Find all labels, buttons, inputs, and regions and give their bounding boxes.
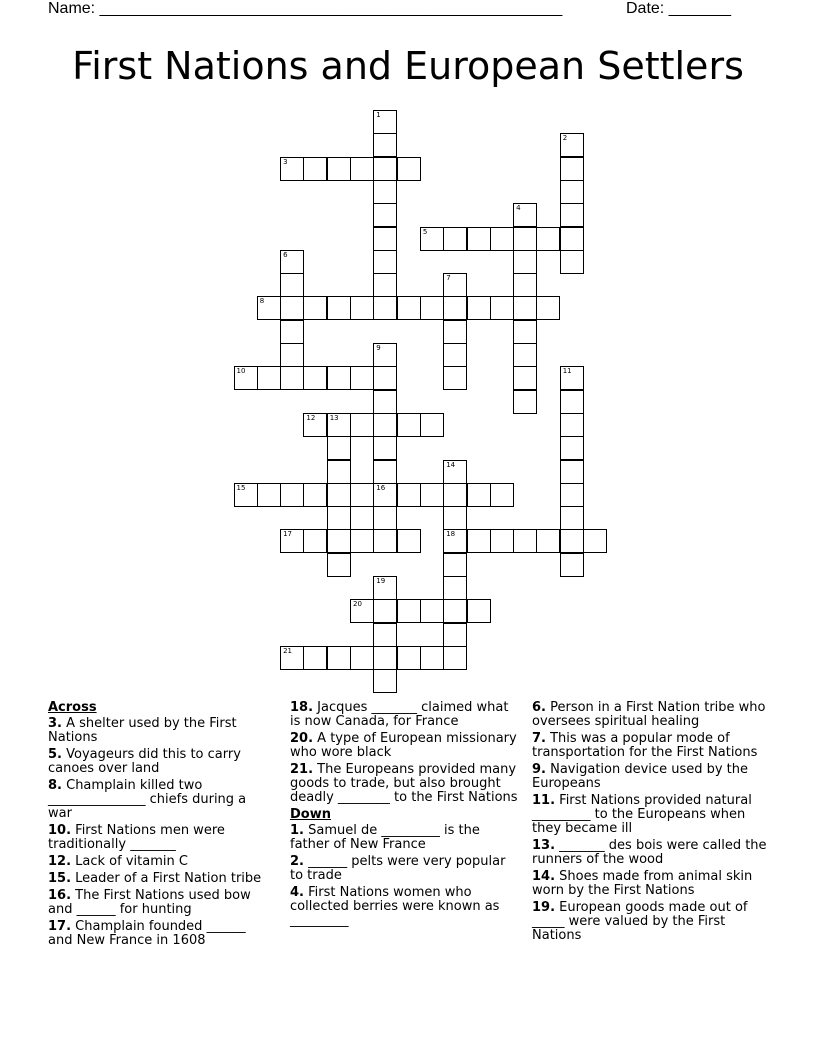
crossword-cell[interactable] (327, 529, 351, 553)
crossword-cell[interactable] (536, 296, 560, 320)
crossword-cell[interactable] (234, 366, 258, 390)
clue-text: Champlain killed two _______________ chiefs during a war (48, 778, 247, 821)
crossword-cell[interactable] (280, 366, 304, 390)
clue-number: 14 (446, 460, 456, 469)
crossword-cell[interactable] (303, 296, 327, 320)
crossword-cell[interactable] (350, 599, 374, 623)
crossword-cell[interactable] (303, 413, 327, 437)
crossword-cell[interactable] (373, 483, 397, 507)
crossword-cell[interactable] (513, 227, 537, 251)
across-heading: Across (48, 700, 97, 715)
clue-text: First Nations provided natural _________ to the Europeans when they became ill (532, 793, 752, 836)
crossword-cell[interactable] (350, 413, 374, 437)
crossword-cell[interactable] (560, 529, 584, 553)
clue-item (532, 732, 772, 760)
crossword-cell[interactable] (373, 343, 397, 367)
crossword-cell[interactable] (303, 157, 327, 181)
crossword-cell[interactable] (420, 646, 444, 670)
clue-item (532, 794, 772, 836)
clue-item (532, 870, 772, 898)
crossword-cell[interactable] (560, 180, 584, 204)
crossword-cell[interactable] (560, 390, 584, 414)
clue-number: 10. (48, 823, 72, 838)
crossword-cell[interactable] (373, 227, 397, 251)
crossword-cell[interactable] (560, 553, 584, 577)
crossword-cell[interactable] (536, 227, 560, 251)
clue-number: 21 (283, 646, 293, 655)
clue-number: 1 (376, 111, 381, 119)
crossword-cell[interactable] (467, 599, 491, 623)
crossword-cell[interactable] (373, 576, 397, 600)
crossword-cell[interactable] (443, 320, 467, 344)
clue-number: 5 (422, 227, 428, 236)
crossword-cell[interactable] (560, 483, 584, 507)
crossword-cell[interactable] (327, 413, 351, 437)
clue-text: ______ pelts were very popular to trade (290, 854, 506, 883)
crossword-cell[interactable] (327, 296, 351, 320)
clue-text: Samuel de _________ is the father of New France (290, 823, 480, 852)
crossword-cell[interactable] (443, 296, 467, 320)
clue-number: 14. (532, 869, 556, 884)
crossword-cell[interactable] (303, 483, 327, 507)
crossword-cell[interactable] (327, 483, 351, 507)
crossword-cell[interactable] (513, 296, 537, 320)
clue-number: 11. (532, 793, 556, 808)
crossword-cell[interactable] (443, 366, 467, 390)
crossword-cell[interactable] (373, 157, 397, 181)
clue-item (290, 824, 518, 852)
crossword-cell[interactable] (373, 390, 397, 414)
crossword-cell[interactable] (397, 529, 421, 553)
down-heading: Down (290, 807, 331, 822)
clue-item (532, 901, 772, 943)
clue-number: 21. (290, 762, 314, 777)
clue-item (48, 889, 274, 917)
crossword-cell[interactable] (350, 483, 374, 507)
crossword-cell[interactable] (373, 250, 397, 274)
clue-text: European goods made out of _____ were valued by the First Nations (532, 900, 748, 943)
crossword-cell[interactable] (373, 203, 397, 227)
clue-item (532, 839, 772, 867)
crossword-cell[interactable] (536, 529, 560, 553)
crossword-cell[interactable] (420, 296, 444, 320)
date-field-line: Date: _______ (626, 0, 731, 17)
crossword-cell[interactable] (443, 623, 467, 647)
crossword-cell[interactable] (490, 529, 514, 553)
crossword-cell[interactable] (257, 296, 281, 320)
clue-text: The Europeans provided many goods to trade, but also brought deadly ________ to the First Nations (290, 762, 518, 805)
crossword-cell[interactable] (513, 366, 537, 390)
clue-number: 6. (532, 700, 546, 715)
clue-text: _______ des bois were called the runners of the wood (532, 838, 767, 867)
clue-number: 17. (48, 919, 72, 934)
crossword-cell[interactable] (467, 227, 491, 251)
clue-number: 8 (259, 297, 265, 306)
crossword-cell[interactable] (560, 227, 584, 251)
clue-text: This was a popular mode of transportation for the First Nations (532, 731, 758, 760)
crossword-cell[interactable] (443, 576, 467, 600)
crossword-cell[interactable] (583, 529, 607, 553)
clue-text: A shelter used by the First Nations (48, 716, 237, 745)
crossword-cell[interactable] (560, 413, 584, 437)
clue-item (48, 717, 274, 745)
crossword-cell[interactable] (373, 180, 397, 204)
crossword-cell[interactable] (513, 390, 537, 414)
crossword-cell[interactable] (560, 203, 584, 227)
crossword-cell[interactable] (467, 296, 491, 320)
clue-number: 15 (236, 483, 246, 492)
clue-number: 18 (446, 530, 456, 539)
clues-column-2 (290, 701, 518, 931)
clue-item (48, 748, 274, 776)
clue-item (290, 732, 518, 760)
clue-item (290, 763, 518, 805)
clues-column-3 (532, 701, 772, 946)
crossword-cell[interactable] (443, 529, 467, 553)
crossword-cell[interactable] (373, 646, 397, 670)
crossword-cell[interactable] (513, 273, 537, 297)
crossword-cell[interactable] (373, 506, 397, 530)
crossword-cell[interactable] (443, 553, 467, 577)
crossword-cell[interactable] (560, 436, 584, 460)
clue-number: 16. (48, 888, 72, 903)
clue-item (290, 701, 518, 729)
clue-number: 7. (532, 731, 546, 746)
crossword-cell[interactable] (560, 460, 584, 484)
page-title: First Nations and European Settlers (72, 44, 744, 88)
crossword-cell[interactable] (373, 296, 397, 320)
crossword-cell[interactable] (373, 436, 397, 460)
crossword-cell[interactable] (443, 483, 467, 507)
crossword-cell[interactable] (327, 553, 351, 577)
clues-column-1 (48, 701, 274, 951)
clue-number: 9 (376, 344, 381, 352)
crossword-cell[interactable] (397, 157, 421, 181)
crossword-cell[interactable] (443, 273, 467, 297)
clue-number: 5. (48, 747, 62, 762)
crossword-cell[interactable] (373, 529, 397, 553)
crossword-cell[interactable] (280, 343, 304, 367)
crossword-cell[interactable] (397, 296, 421, 320)
clue-text: Voyageurs did this to carry canoes over land (48, 747, 241, 776)
crossword-cell[interactable] (513, 320, 537, 344)
clue-number: 6 (283, 250, 288, 259)
crossword-cell[interactable] (443, 343, 467, 367)
clue-number: 17 (283, 530, 293, 539)
crossword-cell[interactable] (513, 343, 537, 367)
crossword-cell[interactable] (350, 366, 374, 390)
crossword-cell[interactable] (420, 227, 444, 251)
crossword-cell[interactable] (397, 599, 421, 623)
crossword-cell[interactable] (420, 599, 444, 623)
crossword-cell[interactable] (420, 483, 444, 507)
crossword-cell[interactable] (303, 646, 327, 670)
clue-item (48, 779, 274, 821)
crossword-cell[interactable] (350, 296, 374, 320)
crossword-cell[interactable] (560, 250, 584, 274)
clue-text: A type of European missionary who wore black (290, 731, 517, 760)
clue-number: 3. (48, 716, 62, 731)
crossword-cell[interactable] (280, 529, 304, 553)
crossword-cell[interactable] (303, 366, 327, 390)
crossword-cell[interactable] (373, 460, 397, 484)
clue-number: 10 (236, 367, 246, 376)
crossword-cell[interactable] (373, 110, 397, 134)
crossword-cell[interactable] (560, 133, 584, 157)
clue-item (48, 872, 274, 886)
clue-text: The First Nations used bow and ______ for hunting (48, 888, 251, 917)
crossword-cell[interactable] (397, 646, 421, 670)
crossword-cell[interactable] (350, 529, 374, 553)
crossword-cell[interactable] (327, 646, 351, 670)
crossword-cell[interactable] (373, 599, 397, 623)
crossword-cell[interactable] (513, 250, 537, 274)
clue-item (48, 855, 274, 869)
crossword-cell[interactable] (327, 366, 351, 390)
crossword-cell[interactable] (373, 669, 397, 693)
clue-number: 19. (532, 900, 556, 915)
crossword-cell[interactable] (490, 483, 514, 507)
clue-number: 13 (329, 413, 339, 422)
crossword-cell[interactable] (443, 227, 467, 251)
clue-number: 4. (290, 885, 304, 900)
clue-text: Champlain founded ______ and New France in 1608 (48, 919, 246, 948)
clue-number: 11 (562, 367, 572, 376)
crossword-cell[interactable] (373, 133, 397, 157)
crossword-cell[interactable] (257, 483, 281, 507)
crossword-cell[interactable] (443, 506, 467, 530)
crossword-cell[interactable] (397, 413, 421, 437)
crossword-cell[interactable] (443, 460, 467, 484)
crossword-cell[interactable] (327, 460, 351, 484)
clue-item (290, 855, 518, 883)
clue-text: Leader of a First Nation tribe (71, 871, 262, 886)
clue-text: Person in a First Nation tribe who oversees spiritual healing (532, 700, 766, 729)
crossword-cell[interactable] (443, 599, 467, 623)
clue-item (532, 701, 772, 729)
clue-number: 9. (532, 762, 546, 777)
crossword-cell[interactable] (327, 157, 351, 181)
clue-item (532, 763, 772, 791)
crossword-cell[interactable] (513, 529, 537, 553)
crossword-cell[interactable] (513, 203, 537, 227)
crossword-cell[interactable] (373, 366, 397, 390)
crossword-cell[interactable] (467, 529, 491, 553)
crossword-cell[interactable] (467, 483, 491, 507)
clue-number: 15. (48, 871, 72, 886)
crossword-cell[interactable] (560, 157, 584, 181)
crossword-cell[interactable] (280, 250, 304, 274)
clue-number: 18. (290, 700, 314, 715)
crossword-cell[interactable] (443, 646, 467, 670)
clue-item (48, 824, 274, 852)
clue-item (48, 920, 274, 948)
crossword-cell[interactable] (280, 273, 304, 297)
crossword-cell[interactable] (280, 483, 304, 507)
crossword-cell[interactable] (373, 623, 397, 647)
name-field-line: Name: ____________________________________________________ (48, 0, 563, 17)
clue-text: Shoes made from animal skin worn by the First Nations (532, 869, 753, 898)
clue-number: 20 (353, 600, 362, 609)
crossword-cell[interactable] (373, 273, 397, 297)
crossword-cell[interactable] (560, 506, 584, 530)
crossword-cell[interactable] (303, 529, 327, 553)
crossword-cell[interactable] (420, 413, 444, 437)
clue-number: 2 (562, 134, 568, 143)
clue-number: 13. (532, 838, 556, 853)
clue-text: First Nations men were traditionally _______ (48, 823, 225, 852)
crossword-cell[interactable] (280, 296, 304, 320)
crossword-cell[interactable] (490, 227, 514, 251)
crossword-cell[interactable] (350, 157, 374, 181)
clue-number: 2. (290, 854, 304, 869)
clue-number: 1. (290, 823, 304, 838)
crossword-cell[interactable] (280, 157, 304, 181)
clue-text: Navigation device used by the Europeans (532, 762, 749, 791)
clue-number: 8. (48, 778, 62, 793)
crossword-cell[interactable] (350, 646, 374, 670)
clue-number: 12 (306, 413, 316, 422)
crossword-cell[interactable] (397, 483, 421, 507)
crossword-cell[interactable] (257, 366, 281, 390)
crossword-cell[interactable] (490, 296, 514, 320)
crossword-cell[interactable] (373, 413, 397, 437)
clue-number: 7 (446, 274, 451, 283)
crossword-cell[interactable] (327, 506, 351, 530)
clue-text: Lack of vitamin C (71, 854, 188, 869)
crossword-cell[interactable] (280, 320, 304, 344)
clue-text: Jacques _______ claimed what is now Canada, for France (290, 700, 509, 729)
crossword-cell[interactable] (560, 366, 584, 390)
clue-number: 20. (290, 731, 314, 746)
clue-item (290, 886, 518, 928)
clue-text: First Nations women who collected berries were known as _________ (290, 885, 500, 928)
clue-number: 3 (283, 157, 288, 166)
crossword-cell[interactable] (327, 436, 351, 460)
clue-number: 12. (48, 854, 72, 869)
crossword-cell[interactable] (234, 483, 258, 507)
clue-number: 16 (376, 483, 386, 492)
clue-number: 19 (376, 577, 386, 585)
clue-number: 4 (516, 204, 521, 213)
crossword-cell[interactable] (280, 646, 304, 670)
